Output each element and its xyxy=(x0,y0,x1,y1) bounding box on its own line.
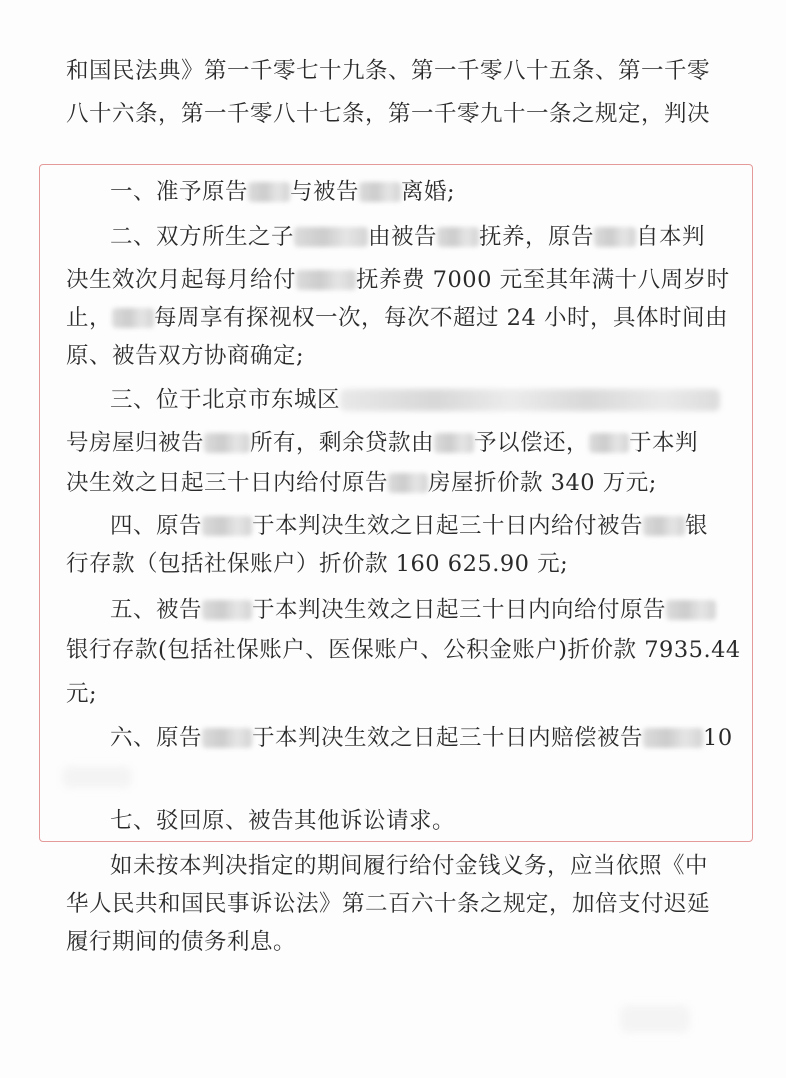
verdict-item-4-line-1: 四、原告 于本判决生效之日起三十日内给付被告 银 xyxy=(110,513,709,539)
redacted-mark xyxy=(620,1005,690,1033)
verdict-item-3-line-3: 决生效之日起三十日内给付原告 房屋折价款 340 万元; xyxy=(66,470,657,496)
verdict-item-5-line-2: 银行存款(包括社保账户、医保账户、公积金账户)折价款 7935.44 xyxy=(66,637,741,663)
closing-line-3: 履行期间的债务利息。 xyxy=(66,929,297,955)
redacted-name xyxy=(296,270,356,290)
redacted-name xyxy=(666,600,716,620)
verdict-item-5-line-3: 元; xyxy=(66,681,98,707)
intro-line-1: 和国民法典》第一千零七十九条、第一千零八十五条、第一千零 xyxy=(66,58,711,84)
redacted-name xyxy=(202,728,252,748)
verdict-item-6-line-1: 六、原告 于本判决生效之日起三十日内赔偿被告 10 xyxy=(110,725,733,751)
redacted-name xyxy=(248,182,290,202)
verdict-item-2-line-4: 原、被告双方协商确定; xyxy=(66,343,305,369)
verdict-item-7: 七、驳回原、被告其他诉讼请求。 xyxy=(110,808,456,834)
redacted-name xyxy=(437,227,479,247)
verdict-item-4-line-2: 行存款（包括社保账户）折价款 160 625.90 元; xyxy=(66,551,569,577)
redacted-name xyxy=(202,516,252,536)
redacted-name xyxy=(202,600,252,620)
redacted-name xyxy=(643,728,703,748)
redacted-name xyxy=(434,433,474,453)
verdict-item-5-line-1: 五、被告 于本判决生效之日起三十日内向给付原告 xyxy=(110,599,716,622)
redacted-name xyxy=(594,227,636,247)
verdict-item-3-line-1: 三、位于北京市东城区 xyxy=(110,389,720,412)
redacted-name xyxy=(112,308,154,328)
redacted-name xyxy=(388,473,428,493)
redacted-name xyxy=(589,433,629,453)
redacted-name xyxy=(294,227,368,247)
redacted-address xyxy=(340,389,720,411)
verdict-item-2-line-2: 决生效次月起每月给付 抚养费 7000 元至其年满十八周岁时 xyxy=(66,267,730,293)
redacted-name xyxy=(643,516,685,536)
closing-line-2: 华人民共和国民事诉讼法》第二百六十条之规定，加倍支付迟延 xyxy=(66,891,711,917)
closing-line-1: 如未按本判决指定的期间履行给付金钱义务，应当依照《中 xyxy=(110,853,709,879)
redacted-name xyxy=(204,433,250,453)
redacted-name xyxy=(359,182,401,202)
verdict-item-2-line-1: 二、双方所生之子 由被告 抚养，原告 自本判 xyxy=(110,224,706,250)
intro-line-2: 八十六条，第一千零八十七条，第一千零九十一条之规定，判决 xyxy=(66,101,711,127)
verdict-item-1: 一、准予原告 与被告 离婚; xyxy=(110,179,456,205)
verdict-item-2-line-3: 止， 每周享有探视权一次，每次不超过 24 小时，具体时间由 xyxy=(66,305,728,331)
redacted-line xyxy=(62,766,132,788)
verdict-item-3-line-2: 号房屋归被告 所有，剩余贷款由 予以偿还， 于本判 xyxy=(66,430,699,456)
